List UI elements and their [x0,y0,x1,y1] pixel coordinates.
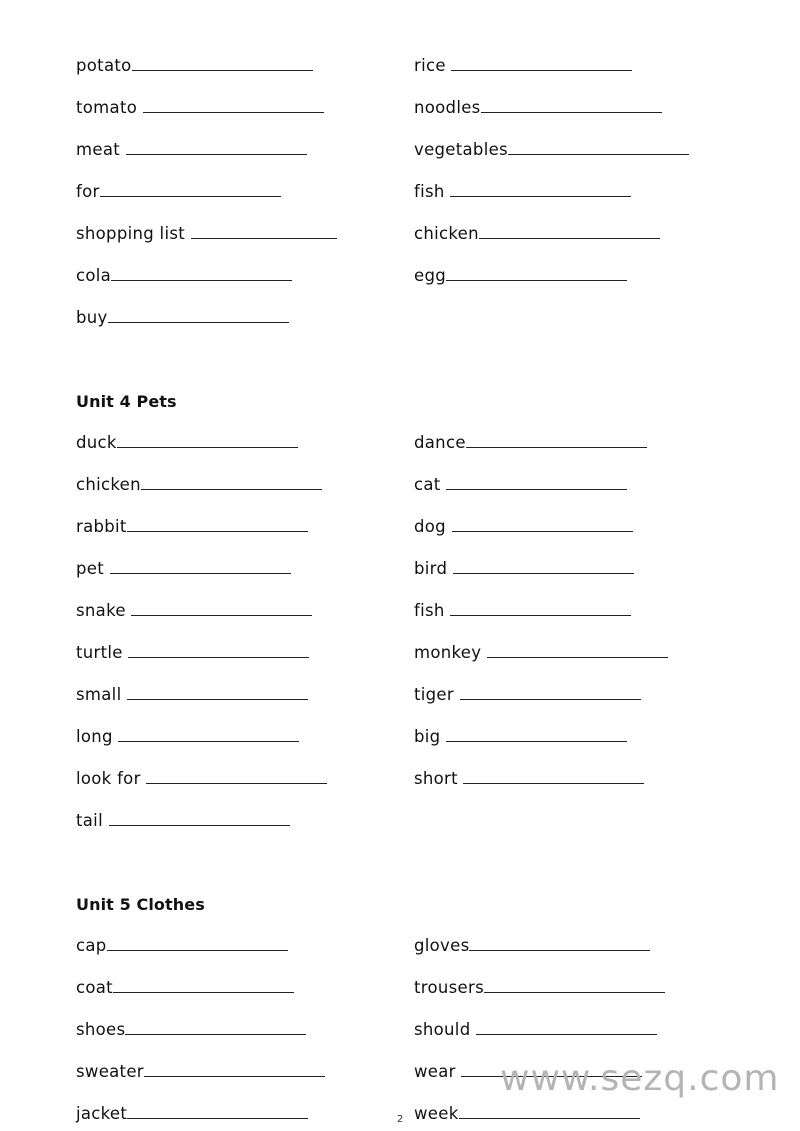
word-row [76,137,756,163]
vocab-word: week [414,1104,459,1123]
vocab-item [414,430,647,456]
vocab-item [76,556,291,582]
vocab-word: should [414,1020,471,1039]
vocab-item [414,514,633,540]
vocab-word: coat [76,978,113,997]
answer-blank[interactable] [100,182,281,197]
vocab-item [76,221,337,247]
vocab-word: meat [76,140,121,159]
answer-blank[interactable] [484,978,665,993]
vocab-item [414,640,668,666]
vocab-word: chicken [76,475,141,494]
vocab-word: noodles [414,98,481,117]
vocab-item [76,263,292,289]
vocab-item [414,682,641,708]
vocab-word: jacket [76,1104,128,1123]
vocab-item [414,95,662,121]
word-row [76,1017,756,1043]
answer-blank[interactable] [110,559,291,574]
answer-blank[interactable] [191,224,337,239]
answer-blank[interactable] [508,140,689,155]
vocab-item [76,808,290,834]
vocab-word: snake [76,601,126,620]
answer-blank[interactable] [117,433,298,448]
word-row [76,305,756,331]
word-row [76,640,756,666]
vocab-word: buy [76,308,108,327]
answer-blank[interactable] [127,685,308,700]
vocab-item [76,766,327,792]
word-row [76,472,756,498]
word-row [76,514,756,540]
answer-blank[interactable] [450,601,631,616]
answer-blank[interactable] [460,685,641,700]
word-row [76,682,756,708]
answer-blank[interactable] [481,98,662,113]
answer-blank[interactable] [463,769,644,784]
vocab-word: cola [76,266,112,285]
vocab-item [414,598,631,624]
word-row [76,263,756,289]
vocab-item [414,1017,657,1043]
vocab-item [76,514,308,540]
answer-blank[interactable] [450,182,631,197]
vocab-word: potato [76,56,132,75]
vocab-word: chicken [414,224,479,243]
word-row [76,221,756,247]
answer-blank[interactable] [111,266,292,281]
vocab-word: dance [414,433,466,452]
vocab-item [414,221,660,247]
vocab-word: fish [414,601,445,620]
vocab-item [76,53,313,79]
answer-blank[interactable] [143,98,324,113]
word-row [76,975,756,1001]
vocab-item [414,556,634,582]
answer-blank[interactable] [453,559,634,574]
answer-blank[interactable] [146,769,327,784]
vocab-item [76,179,281,205]
vocab-word: big [414,727,441,746]
vocab-item [414,766,644,792]
vocab-word: cat [414,475,441,494]
answer-blank[interactable] [141,475,322,490]
answer-blank[interactable] [452,517,633,532]
vocab-item [414,263,627,289]
vocab-item [76,975,294,1001]
vocab-word: bird [414,559,448,578]
vocab-item [76,95,324,121]
vocab-item [76,598,312,624]
vocab-word: egg [414,266,446,285]
answer-blank[interactable] [466,433,647,448]
answer-blank[interactable] [451,56,632,71]
vocab-item [76,724,299,750]
section-heading: Unit 5 Clothes [76,895,205,914]
vocab-word: turtle [76,643,123,662]
vocab-word: shoes [76,1020,126,1039]
vocab-word: small [76,685,122,704]
vocab-item [76,137,307,163]
vocab-word: tail [76,811,103,830]
vocab-word: gloves [414,936,470,955]
vocab-item [76,1017,306,1043]
watermark: www.sezq.com [500,1058,780,1099]
vocab-item [414,724,627,750]
answer-blank[interactable] [128,643,309,658]
vocab-word: dog [414,517,446,536]
page-number: 2 [396,1114,404,1125]
answer-blank[interactable] [108,308,289,323]
vocab-item [76,933,288,959]
word-row [76,53,756,79]
word-row [76,808,756,834]
answer-blank[interactable] [132,56,313,71]
answer-blank[interactable] [118,727,299,742]
vocab-word: long [76,727,113,746]
vocab-item [414,975,665,1001]
word-row [76,933,756,959]
vocab-word: look for [76,769,141,788]
vocab-item [414,933,650,959]
vocab-item [76,305,289,331]
word-row [76,556,756,582]
answer-blank[interactable] [144,1062,325,1077]
vocab-word: vegetables [414,140,508,159]
answer-blank[interactable] [476,1020,657,1035]
word-row [76,724,756,750]
vocab-word: monkey [414,643,482,662]
answer-blank[interactable] [113,978,294,993]
answer-blank[interactable] [131,601,312,616]
vocab-item [414,179,631,205]
answer-blank[interactable] [107,936,288,951]
word-row [76,179,756,205]
vocab-item [414,137,689,163]
vocab-word: pet [76,559,104,578]
vocab-word: trousers [414,978,484,997]
vocab-word: rabbit [76,517,127,536]
vocab-word: duck [76,433,117,452]
answer-blank[interactable] [126,140,307,155]
vocab-word: wear [414,1062,456,1081]
vocab-word: cap [76,936,107,955]
answer-blank[interactable] [487,643,668,658]
vocab-item [414,53,632,79]
vocab-word: rice [414,56,446,75]
vocab-item [76,1059,325,1085]
answer-blank[interactable] [127,517,308,532]
vocab-word: tiger [414,685,454,704]
vocab-item [76,472,322,498]
vocab-word: tomato [76,98,138,117]
answer-blank[interactable] [446,266,627,281]
vocab-word: for [76,182,100,201]
answer-blank[interactable] [469,936,650,951]
word-row [76,95,756,121]
section-heading: Unit 4 Pets [76,392,177,411]
vocab-item [414,472,627,498]
vocab-word: sweater [76,1062,144,1081]
vocab-word: short [414,769,458,788]
vocab-word: shopping list [76,224,185,243]
vocab-item [76,682,308,708]
vocab-item [76,640,309,666]
word-row [76,766,756,792]
answer-blank[interactable] [479,224,660,239]
vocab-word: fish [414,182,445,201]
vocab-item [76,430,298,456]
answer-blank[interactable] [109,811,290,826]
answer-blank[interactable] [446,475,627,490]
word-row [76,598,756,624]
answer-blank[interactable] [446,727,627,742]
answer-blank[interactable] [125,1020,306,1035]
word-row [76,430,756,456]
